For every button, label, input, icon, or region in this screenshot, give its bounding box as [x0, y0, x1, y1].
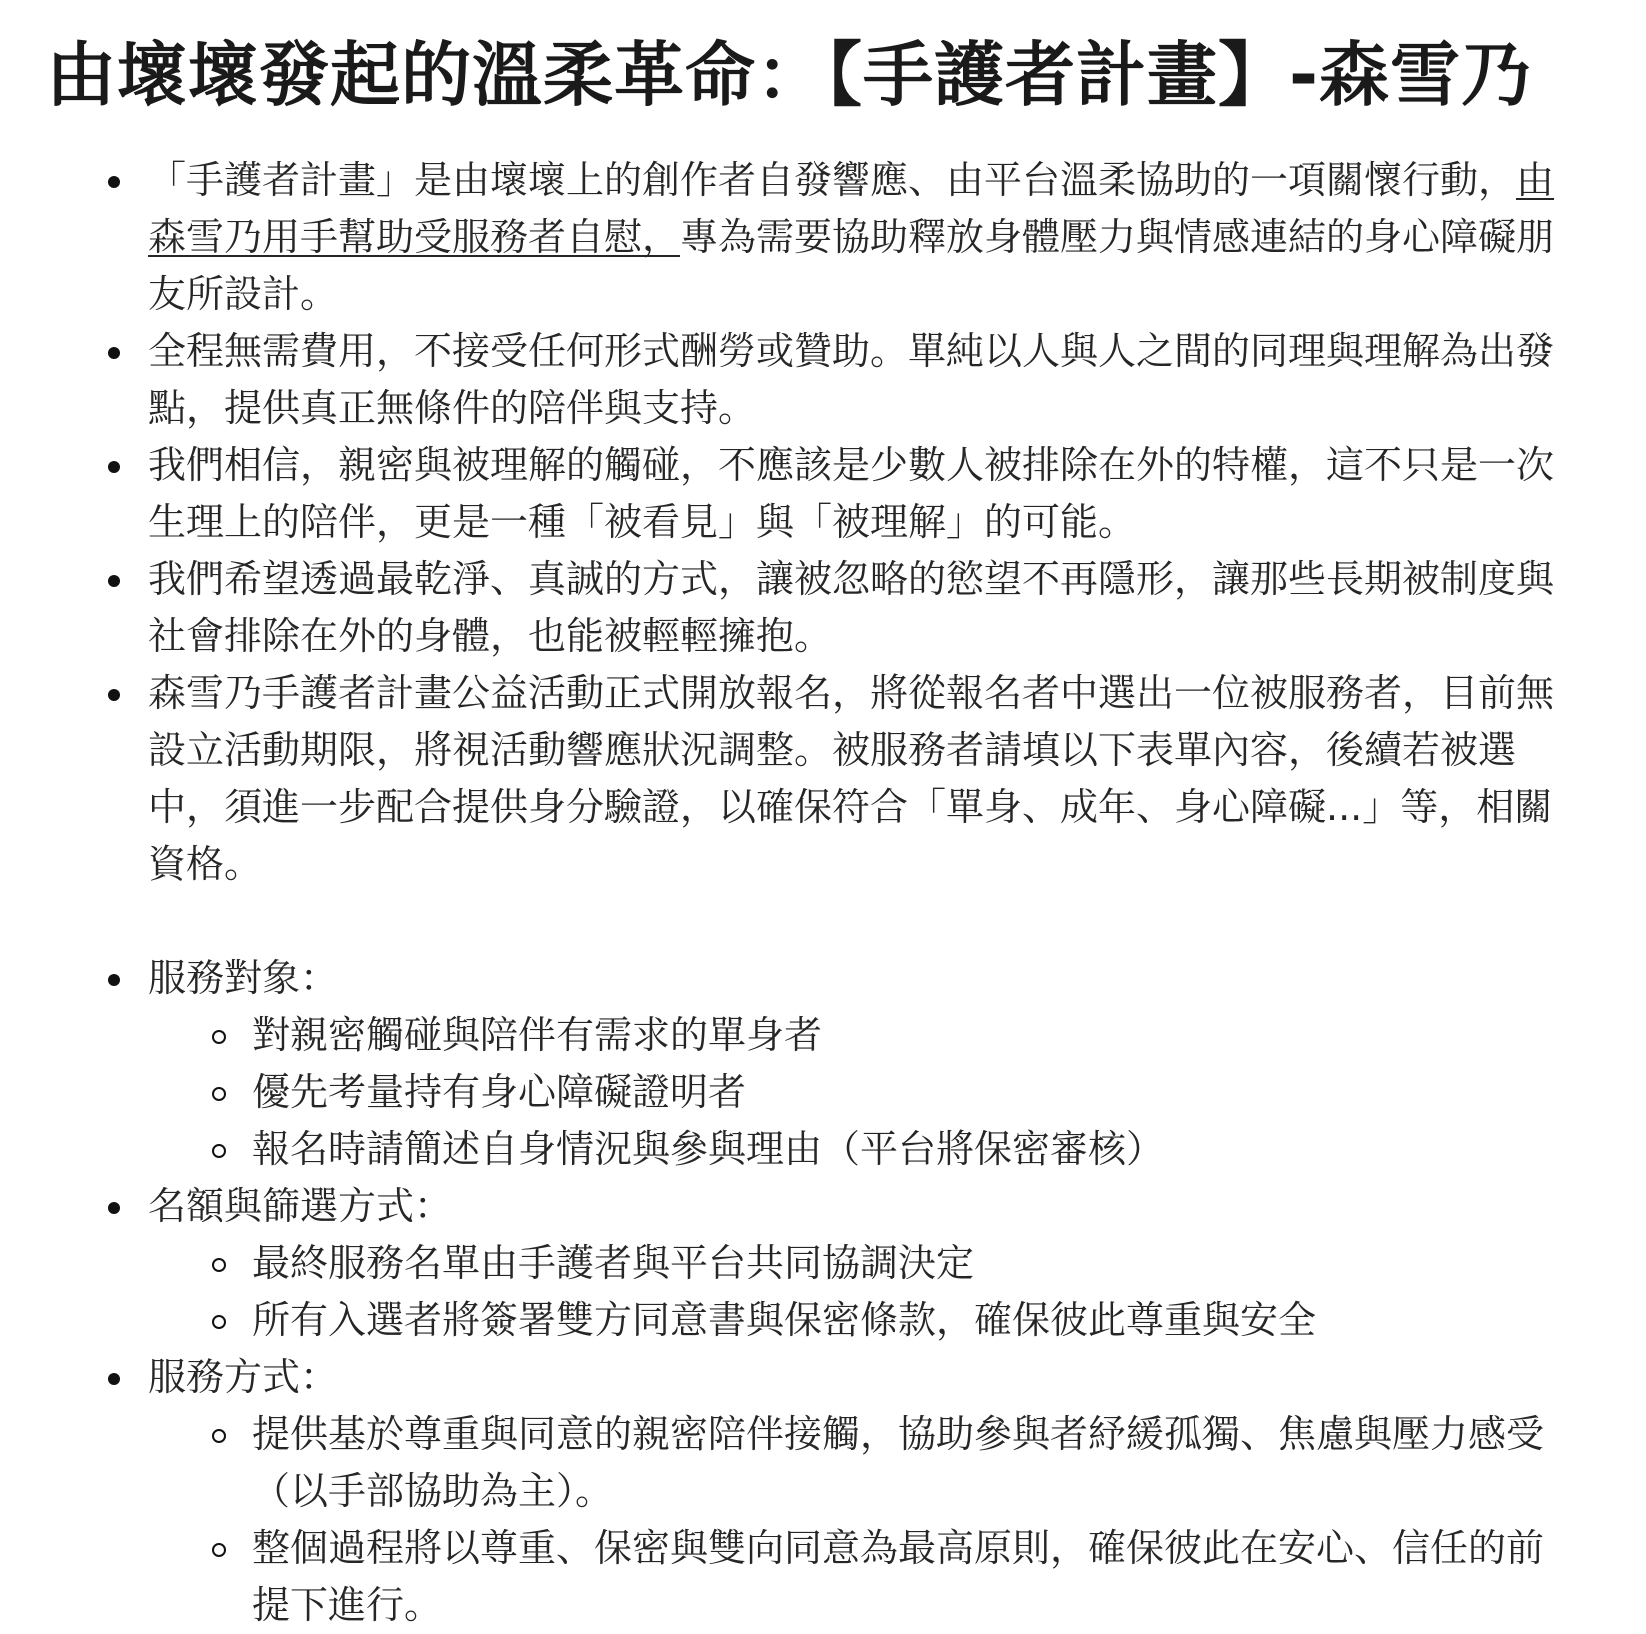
list-item-free-of-charge: 全程無需費用，不接受任何形式酬勞或贊助。單純以人與人之間的同理與理解為出發點，提供真正無條件的陪伴與支持。 — [148, 323, 1558, 437]
section-label: 名額與篩選方式： — [148, 1184, 453, 1228]
section-label: 服務方式： — [148, 1355, 339, 1399]
section-quota-selection — [148, 1178, 1558, 1349]
sub-list — [148, 1235, 1558, 1349]
page-title: 由壞壞發起的溫柔革命：【手護者計畫】-森雪乃 — [46, 34, 1533, 116]
sub-list — [148, 1007, 1558, 1178]
bullet-list — [148, 152, 1558, 1634]
list-item-intro — [148, 152, 1558, 323]
intro-text-start: 「手護者計畫」是由壞壞上的創作者自發響應、由平台溫柔協助的一項關懷行動， — [148, 158, 1517, 202]
section-service-targets — [148, 950, 1558, 1178]
article-body — [148, 152, 1558, 1634]
sub-list-item: 對親密觸碰與陪伴有需求的單身者 — [148, 1007, 1558, 1064]
sub-list-item: 所有入選者將簽署雙方同意書與保密條款，確保彼此尊重與安全 — [148, 1292, 1558, 1349]
sub-list-item: 最終服務名單由手護者與平台共同協調決定 — [148, 1235, 1558, 1292]
sub-list — [148, 1406, 1558, 1634]
intro-underlined-text: 由森雪乃用手幫助受服務者自慰， — [148, 158, 1555, 259]
sub-list-item: 報名時請簡述自身情況與參與理由（平台將保密審核） — [148, 1121, 1558, 1178]
list-item-hope: 我們希望透過最乾淨、真誠的方式，讓被忽略的慾望不再隱形，讓那些長期被制度與社會排除在外的身體，也能被輕輕擁抱。 — [148, 551, 1558, 665]
sub-list-item: 提供基於尊重與同意的親密陪伴接觸，協助參與者紓緩孤獨、焦慮與壓力感受（以手部協助為主）。 — [148, 1406, 1558, 1520]
sub-list-item: 優先考量持有身心障礙證明者 — [148, 1064, 1558, 1121]
section-service-method — [148, 1349, 1558, 1634]
sub-list-item: 整個過程將以尊重、保密與雙向同意為最高原則，確保彼此在安心、信任的前提下進行。 — [148, 1520, 1558, 1634]
list-item-belief: 我們相信，親密與被理解的觸碰，不應該是少數人被排除在外的特權，這不只是一次生理上的陪伴，更是一種「被看見」與「被理解」的可能。 — [148, 437, 1558, 551]
intro-text-end: 專為需要協助釋放身體壓力與情感連結的身心障礙朋友所設計。 — [148, 215, 1555, 316]
section-label: 服務對象： — [148, 956, 339, 1000]
list-item-registration: 森雪乃手護者計畫公益活動正式開放報名，將從報名者中選出一位被服務者，目前無設立活動期限，將視活動響應狀況調整。被服務者請填以下表單內容，後續若被選中，須進一步配合提供身分驗證，以確保符合「單身、成年、身心障礙...」等，相關資格。 — [148, 665, 1558, 893]
